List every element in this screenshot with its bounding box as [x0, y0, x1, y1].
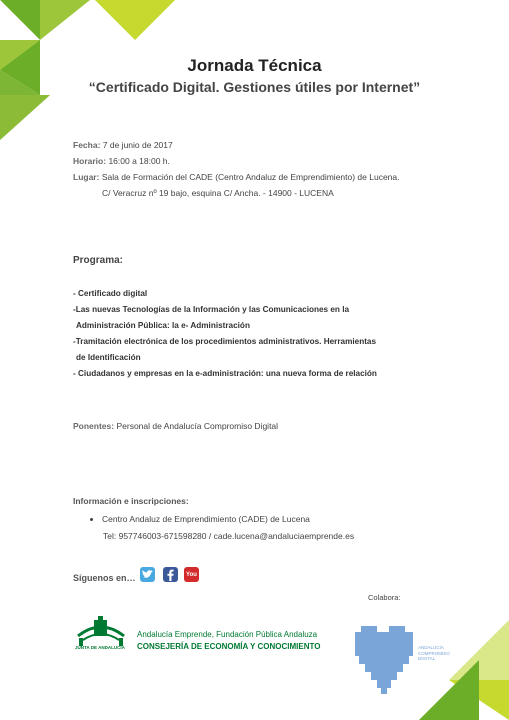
programa-heading: Programa:: [73, 255, 124, 266]
page-title: Jornada Técnica: [187, 56, 322, 75]
horario-row: [73, 155, 170, 167]
youtube-icon[interactable]: [184, 567, 199, 582]
inscripciones-bullet-text: Centro Andaluz de Emprendimiento (CADE) de Lucena: [102, 514, 310, 524]
youtube-label: You: [186, 571, 197, 578]
programa-item: Administración Pública: la e- Administración: [76, 321, 250, 330]
horario-value: 16:00 a 18:00 h.: [108, 156, 170, 166]
ponentes-label: Ponentes:: [73, 421, 115, 431]
acd-line3: DIGITAL: [418, 656, 436, 661]
inscripciones-heading: Información e inscripciones:: [73, 496, 189, 506]
social-label: Síguenos en…: [73, 573, 136, 583]
programa-list: [73, 286, 377, 382]
programa-item: -Las nuevas Tecnologías de la Información y las Comunicaciones en la: [73, 305, 350, 314]
programa-item: - Ciudadanos y empresas en la e-administración: una nueva forma de relación: [73, 369, 377, 378]
fecha-label: Fecha:: [73, 140, 101, 150]
programa-item: -Tramitación electrónica de los procedimientos administrativos. Herramientas: [73, 337, 377, 346]
acd-line2: COMPROMISO: [418, 650, 450, 656]
decorative-triangles-bottom-right: [419, 620, 509, 720]
ponentes-row: [73, 420, 278, 432]
lugar-label: Lugar:: [73, 172, 100, 182]
fecha-row: [73, 139, 173, 151]
junta-logo-text: JUNTA DE ANDALUCIA: [75, 645, 125, 650]
lugar-value: Sala de Formación del CADE (Centro Andaluz de Emprendimiento) de Lucena.: [101, 172, 400, 182]
acd-text: [418, 645, 450, 662]
twitter-icon[interactable]: [140, 567, 155, 582]
programa-item: - Certificado digital: [73, 289, 148, 298]
page-subtitle: “Certificado Digital. Gestiones útiles por Internet”: [88, 79, 421, 95]
andalucia-compromiso-digital-heart-logo: [355, 626, 417, 696]
junta-line1: Andalucía Emprende, Fundación Pública Andaluza: [137, 630, 318, 639]
inscripciones-bullet-item: [90, 514, 310, 524]
colabora-label: Colabora:: [368, 593, 401, 602]
acd-line1: ANDALUCÍA: [418, 645, 444, 650]
facebook-icon[interactable]: [163, 567, 178, 582]
horario-label: Horario:: [73, 156, 107, 166]
bullet-dot: [90, 518, 93, 521]
inscripciones-contact: Tel: 957746003-671598280 / cade.lucena@andaluciaemprende.es: [103, 531, 355, 541]
junta-line2: CONSEJERÍA DE ECONOMÍA Y CONOCIMIENTO: [137, 642, 321, 651]
ponentes-value: Personal de Andalucía Compromiso Digital: [116, 421, 279, 431]
programa-item: de Identificación: [76, 353, 141, 362]
lugar-row: [73, 171, 400, 183]
fecha-value: 7 de junio de 2017: [102, 140, 173, 150]
lugar-address: C/ Veracruz nº 19 bajo, esquina C/ Ancha. - 14900 - LUCENA: [102, 188, 334, 198]
